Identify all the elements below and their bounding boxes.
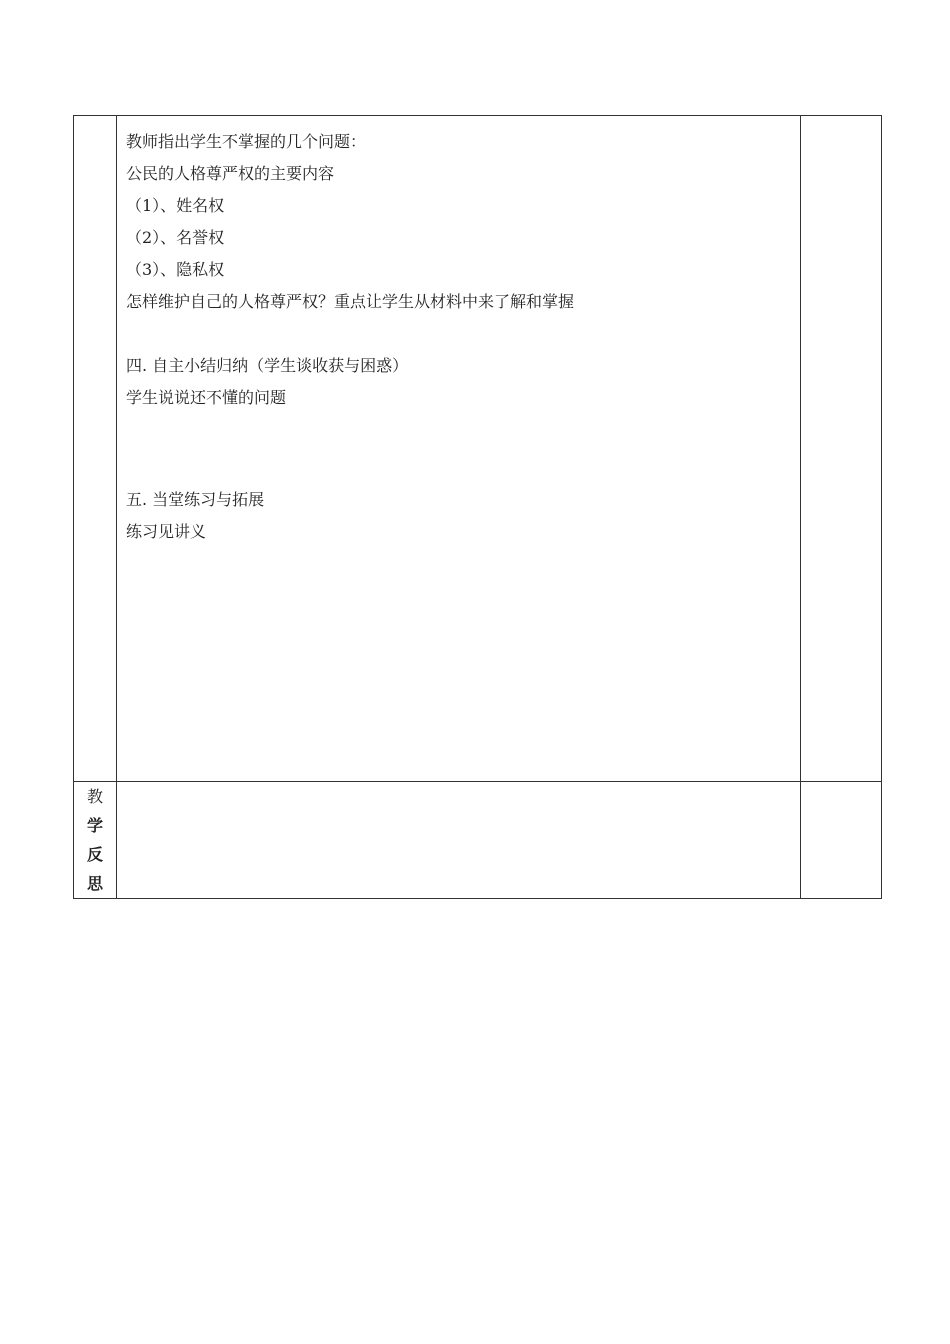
right-notes-cell: [801, 116, 882, 782]
left-label-cell: [74, 116, 117, 782]
dignity-rights-heading: 公民的人格尊严权的主要内容: [126, 164, 335, 183]
section4-title: 四. 自主小结归纳（学生谈收获与困惑）: [126, 356, 409, 375]
reflection-label-char: 反: [86, 845, 103, 864]
how-to-protect: 怎样维护自己的人格尊严权？重点让学生从材料中来了解和掌握: [126, 292, 575, 311]
reflection-row: [74, 782, 882, 899]
section4-text: 学生说说还不懂的问题: [126, 388, 287, 407]
problems-intro: 教师指出学生不掌握的几个问题：: [126, 132, 367, 151]
reflection-content-cell: [117, 782, 801, 899]
reflection-label-char: 学: [86, 816, 103, 835]
lesson-content-row: [74, 116, 882, 782]
lesson-content-cell: [117, 116, 801, 782]
reflection-notes-cell: [801, 782, 882, 899]
reflection-label-char: 教: [86, 787, 103, 806]
right-privacy: （3）、隐私权: [126, 260, 225, 279]
right-reputation: （2）、名誉权: [126, 228, 225, 247]
reflection-label-cell: [74, 782, 117, 899]
lesson-plan-table: [73, 115, 882, 899]
section5-title: 五. 当堂练习与拓展: [126, 490, 265, 509]
right-name: （1）、姓名权: [126, 196, 225, 215]
reflection-label-char: 思: [86, 874, 103, 893]
section5-text: 练习见讲义: [126, 522, 207, 541]
